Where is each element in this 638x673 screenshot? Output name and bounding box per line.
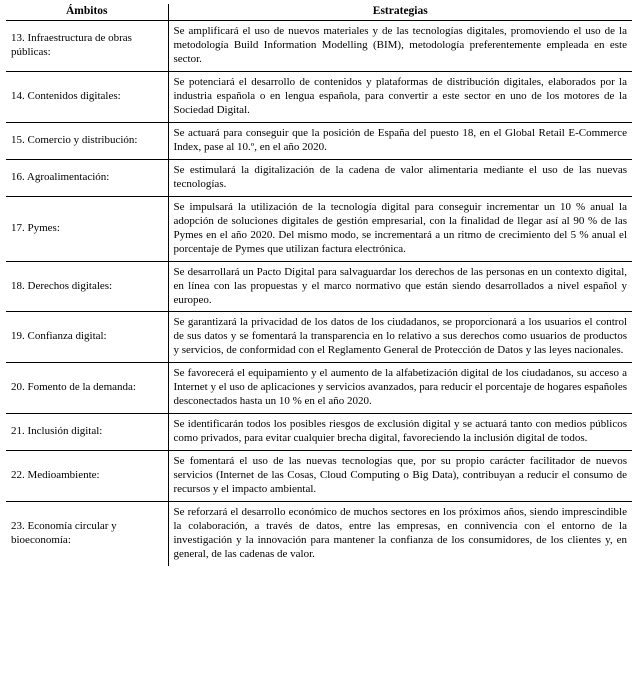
table-row xyxy=(6,502,632,566)
column-header-estrategias: Estrategias xyxy=(168,4,632,21)
estrategia-cell: Se identificarán todos los posibles riesgos de exclusión digital y se actuará tanto con medios públicos como privados, para evitar cualquier brecha digital, favoreciendo la inclusión digital de todos. xyxy=(168,414,632,451)
table-row xyxy=(6,21,632,72)
table-row xyxy=(6,414,632,451)
estrategia-cell: Se garantizará la privacidad de los datos de los ciudadanos, se proporcionará a los usuarios el control de sus datos y se fomentará la transparencia en lo relativo a sus derechos como usuarios de productos y servicios, de conformidad con el Reglamento General de Protección de Datos y las leyes nacionales. xyxy=(168,312,632,363)
table-row xyxy=(6,451,632,502)
table-header-row xyxy=(6,4,632,21)
ambito-cell: 18. Derechos digitales: xyxy=(6,261,168,312)
column-header-ambitos: Ámbitos xyxy=(6,4,168,21)
ambito-cell: 13. Infraestructura de obras públicas: xyxy=(6,21,168,72)
table-row xyxy=(6,312,632,363)
ambito-cell: 16. Agroalimentación: xyxy=(6,159,168,196)
estrategia-cell: Se reforzará el desarrollo económico de muchos sectores en los próximos años, siendo imprescindible la colaboración, a través de datos, entre las empresas, en connivencia con el entorno de la investigación y la innovación para mantener la confianza de los consumidores, de los clientes y, en general, de las cadenas de valor. xyxy=(173,506,627,561)
estrategia-cell: Se impulsará la utilización de la tecnología digital para conseguir incrementar un 10 % anual la adopción de soluciones digitales de gestión empresarial, con la finalidad de llegar así al 90 % de las Pymes en el año 2020. Del mismo modo, se incrementará a un ritmo de crecimiento del 5 % anual el porcentaje de Pymes que utilizan factura electrónica. xyxy=(168,196,632,261)
table-row xyxy=(6,261,632,312)
estrategia-cell: Se estimulará la digitalización de la cadena de valor alimentaria mediante el uso de las nuevas tecnologías. xyxy=(168,159,632,196)
table-row xyxy=(6,122,632,159)
ambito-cell: 17. Pymes: xyxy=(6,196,168,261)
ambito-cell: 22. Medioambiente: xyxy=(6,451,168,502)
table-row xyxy=(6,196,632,261)
ambito-cell: 20. Fomento de la demanda: xyxy=(6,363,168,414)
table-row xyxy=(6,363,632,414)
ambito-cell: 23. Economía circular y bioeconomía: xyxy=(6,502,168,566)
ambito-cell: 21. Inclusión digital: xyxy=(6,414,168,451)
estrategia-cell: Se potenciará el desarrollo de contenidos y plataformas de distribución digitales, elaborados por la industria española o en lengua española, para convertir a este sector en uno de los motores de la Sociedad Digital. xyxy=(168,71,632,122)
estrategia-cell: Se amplificará el uso de nuevos materiales y de las tecnologías digitales, promoviendo el uso de la metodología Build Information Modelling (BIM), metodología preferentemente empleada en este sector. xyxy=(168,21,632,72)
table-row xyxy=(6,159,632,196)
ambito-cell: 14. Contenidos digitales: xyxy=(6,71,168,122)
table-body xyxy=(6,21,632,567)
estrategia-cell: Se fomentará el uso de las nuevas tecnologías que, por su propio carácter facilitador de nuevos servicios (Internet de las Cosas, Cloud Computing o Big Data), contribuyan a reducir el consumo de recursos y el impacto ambiental. xyxy=(168,451,632,502)
ambito-cell: 19. Confianza digital: xyxy=(6,312,168,363)
ambitos-estrategias-table xyxy=(6,4,632,566)
estrategia-cell: Se actuará para conseguir que la posición de España del puesto 18, en el Global Retail E-Commerce Index, pase al 10.º, en el año 2020. xyxy=(168,122,632,159)
estrategia-cell: Se desarrollará un Pacto Digital para salvaguardar los derechos de las personas en un contexto digital, en línea con las propuestas y el marco normativo que están siendo desarrollados a nivel español y europeo. xyxy=(168,261,632,312)
estrategia-cell: Se favorecerá el equipamiento y el aumento de la alfabetización digital de los ciudadanos, su acceso a Internet y el uso de aplicaciones y servicios avanzados, para reducir el porcentaje de hogares españoles desconectados hasta un 10 % en el año 2020. xyxy=(168,363,632,414)
ambito-cell: 15. Comercio y distribución: xyxy=(6,122,168,159)
table-row xyxy=(6,71,632,122)
